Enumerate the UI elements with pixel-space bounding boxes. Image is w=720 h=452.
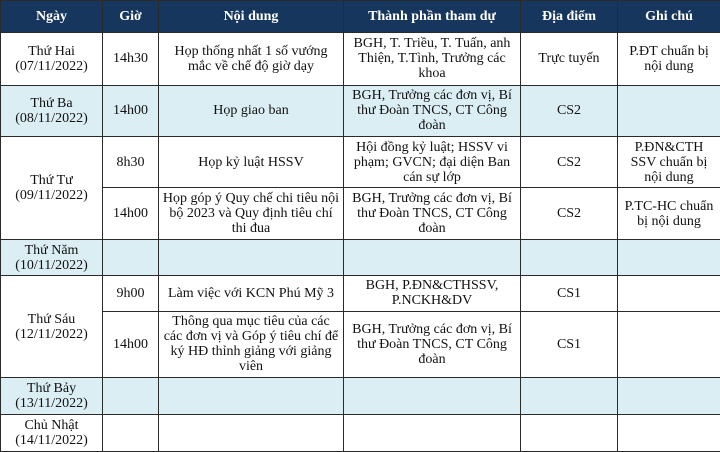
table-row — [1, 276, 720, 311]
note-cell — [618, 414, 720, 451]
participants-cell: BGH, Trưởng các đơn vị, Bí thư Đoàn TNCS, CT Công đoàn — [344, 188, 521, 239]
note-cell — [618, 378, 720, 414]
day-name: Thứ Ba — [30, 95, 73, 111]
table-row — [1, 239, 720, 275]
note-cell — [618, 239, 720, 275]
day-name: Chủ Nhật — [24, 417, 79, 433]
location-cell — [521, 239, 618, 275]
participants-cell: BGH, T. Triều, T. Tuấn, anh Thiện, T.Tình, Trưởng các khoa — [344, 33, 521, 86]
note-cell: P.TC-HC chuẩn bị nội dung — [618, 188, 720, 239]
header-participants: Thành phần tham dự — [344, 1, 521, 33]
table-row — [1, 311, 720, 378]
location-cell: CS2 — [521, 85, 618, 136]
header-location: Địa điểm — [521, 1, 618, 33]
day-cell — [1, 378, 103, 414]
content-cell: Họp góp ý Quy chế chi tiêu nội bộ 2023 và Quy định tiêu chí thi đua — [159, 188, 344, 239]
content-cell: Họp giao ban — [159, 85, 344, 136]
note-cell — [618, 311, 720, 378]
day-date: (09/11/2022) — [15, 187, 88, 203]
table-row — [1, 136, 720, 187]
day-date: (08/11/2022) — [15, 110, 88, 126]
content-cell — [159, 414, 344, 451]
day-cell — [1, 33, 103, 86]
day-name: Thứ Bảy — [26, 380, 77, 396]
table-row — [1, 188, 720, 239]
day-name: Thứ Tư — [30, 172, 73, 188]
note-cell: P.ĐN&CTH SSV chuẩn bị nội dung — [618, 136, 720, 187]
time-cell: 14h00 — [103, 311, 159, 378]
location-cell — [521, 378, 618, 414]
location-cell: CS1 — [521, 311, 618, 378]
day-name: Thứ Hai — [28, 43, 75, 59]
content-cell — [159, 239, 344, 275]
time-cell — [103, 414, 159, 451]
header-note: Ghi chú — [618, 1, 720, 33]
participants-cell: BGH, P.ĐN&CTHSSV, P.NCKH&DV — [344, 276, 521, 311]
time-cell: 14h30 — [103, 33, 159, 86]
content-cell: Họp thống nhất 1 số vướng mắc về chế độ giờ dạy — [159, 33, 344, 86]
time-cell — [103, 378, 159, 414]
day-cell — [1, 136, 103, 239]
location-cell: CS2 — [521, 188, 618, 239]
day-date: (14/11/2022) — [15, 432, 88, 448]
day-name: Thứ Sáu — [27, 311, 76, 327]
participants-cell — [344, 239, 521, 275]
note-cell: P.ĐT chuẩn bị nội dung — [618, 33, 720, 86]
content-cell: Thông qua mục tiêu của các các đơn vị và Góp ý tiêu chí để ký HĐ thỉnh giảng với giảng viên — [159, 311, 344, 378]
location-cell: Trực tuyến — [521, 33, 618, 86]
header-row — [1, 1, 720, 33]
day-cell — [1, 239, 103, 275]
header-day: Ngày — [1, 1, 103, 33]
table-row — [1, 414, 720, 451]
participants-cell: BGH, Trưởng các đơn vị, Bí thư Đoàn TNCS, CT Công đoàn — [344, 311, 521, 378]
table-row — [1, 85, 720, 136]
participants-cell: BGH, Trưởng các đơn vị, Bí thư Đoàn TNCS, CT Công đoàn — [344, 85, 521, 136]
content-cell: Làm việc với KCN Phú Mỹ 3 — [159, 276, 344, 311]
day-cell — [1, 276, 103, 378]
time-cell: 9h00 — [103, 276, 159, 311]
time-cell: 14h00 — [103, 85, 159, 136]
location-cell: CS1 — [521, 276, 618, 311]
day-cell — [1, 414, 103, 451]
day-cell — [1, 85, 103, 136]
time-cell: 14h00 — [103, 188, 159, 239]
table-row — [1, 378, 720, 414]
participants-cell — [344, 378, 521, 414]
location-cell — [521, 414, 618, 451]
day-date: (13/11/2022) — [15, 395, 88, 411]
day-date: (12/11/2022) — [15, 326, 88, 342]
day-date: (10/11/2022) — [15, 257, 88, 273]
location-cell: CS2 — [521, 136, 618, 187]
day-date: (07/11/2022) — [15, 58, 88, 74]
table-row — [1, 33, 720, 86]
note-cell — [618, 85, 720, 136]
content-cell: Họp kỷ luật HSSV — [159, 136, 344, 187]
participants-cell: Hội đồng kỷ luật; HSSV vi phạm; GVCN; đại diện Ban cán sự lớp — [344, 136, 521, 187]
participants-cell — [344, 414, 521, 451]
time-cell: 8h30 — [103, 136, 159, 187]
header-content: Nội dung — [159, 1, 344, 33]
day-name: Thứ Năm — [24, 242, 79, 258]
header-time: Giờ — [103, 1, 159, 33]
content-cell — [159, 378, 344, 414]
note-cell — [618, 276, 720, 311]
time-cell — [103, 239, 159, 275]
